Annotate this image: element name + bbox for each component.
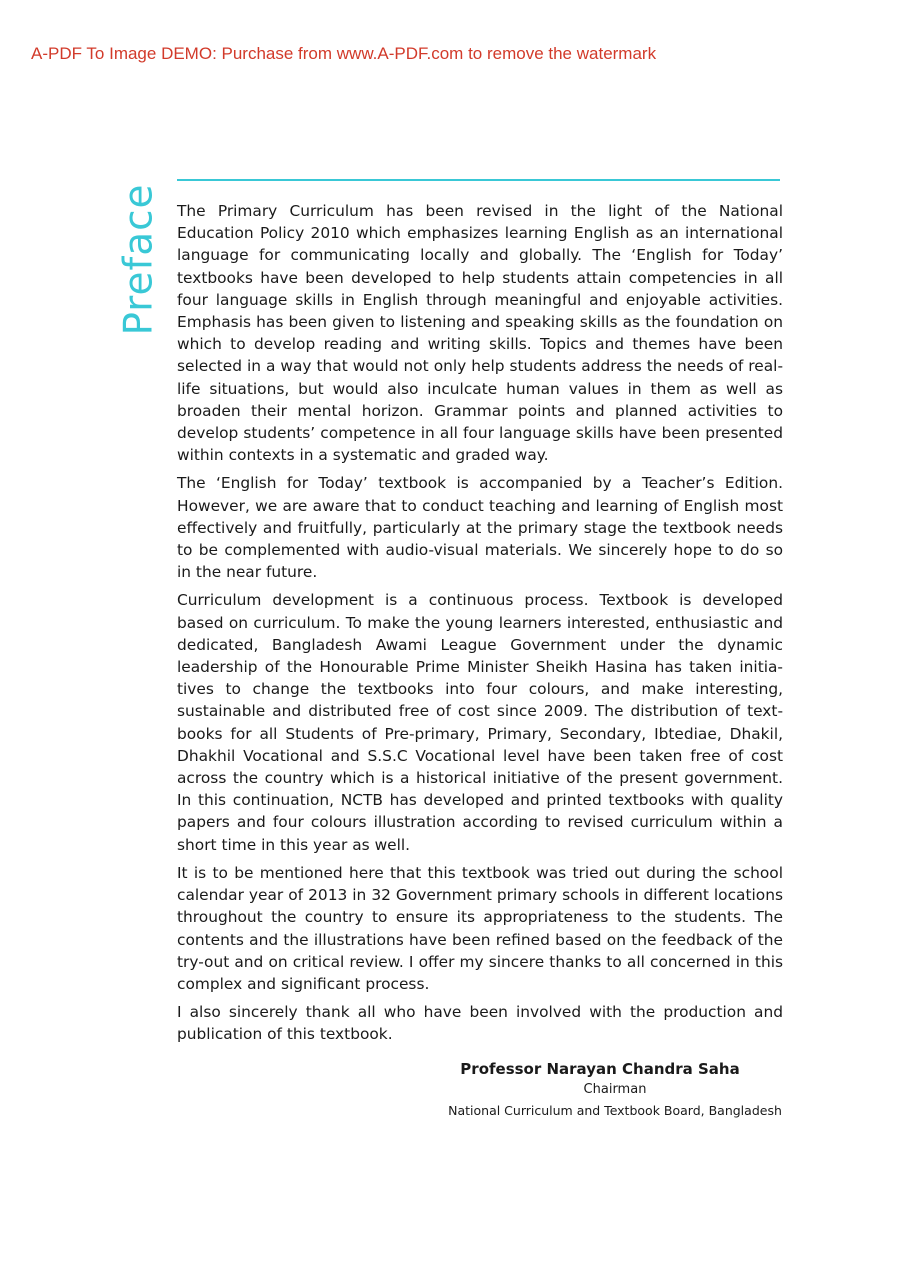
watermark-text: A-PDF To Image DEMO: Purchase from www.A-PDF.com to remove the watermark <box>31 44 657 63</box>
preface-body <box>177 200 783 1052</box>
paragraph-3: Curriculum development is a continuous process. Textbook is developed based on curriculum. To make the young learners interested, enthusiastic and dedicated, Bangladesh Awami League Government under the dynamic leadership of the Honourable Prime Minister Sheikh Hasina has taken initia-tives to change the textbooks into four colours, and make interesting, sustainable and distributed free of cost since 2009. The distribution of text-books for all Students of Pre-primary, Primary, Secondary, Ibtediae, Dhakil, Dhakhil Vocational and S.S.C Vocational level have been taken free of cost across the country which is a historical initiative of the present government. In this continuation, NCTB has developed and printed textbooks with quality papers and four colours illustration according to revised curriculum within a short time in this year as well. <box>177 591 783 854</box>
paragraph-2: The ‘English for Today’ textbook is accompanied by a Teacher’s Edition. However, we are aware that to conduct teaching and learning of English most effectively and fruitfully, particularly at the primary stage the textbook needs to be complemented with audio-visual materials. We sincerely hope to do so in the near future. <box>177 474 783 582</box>
signature-block <box>440 1058 790 1122</box>
section-title <box>118 184 160 334</box>
paragraph-4: It is to be mentioned here that this textbook was tried out during the school calendar year of 2013 in 32 Government primary schools in different locations throughout the country to ensure its appropriateness to the students. The contents and the illustrations have been refined based on the feedback of the try-out and on critical review. I offer my sincere thanks to all concerned in this complex and significant process. <box>177 863 783 993</box>
signatory-organization: National Curriculum and Textbook Board, Bangladesh <box>448 1103 782 1118</box>
accent-divider <box>177 179 780 181</box>
signatory-role: Chairman <box>583 1082 647 1097</box>
paragraph-1: The Primary Curriculum has been revised in the light of the National Education Policy 2010 which emphasizes learning English as an international language for communicating locally and globally. The ‘English for Today’ textbooks have been developed to help students attain competencies in all four language skills in English through meaningful and enjoyable activities. Emphasis has been given to listening and speaking skills as the foundation on which to develop reading and writing skills. Topics and themes have been selected in a way that would not only help students address the needs of real-life situations, but would also inculcate human values in them as well as broaden their mental horizon. Grammar points and planned activities to develop students’ competence in all four language skills have been presented within contexts in a systematic and graded way. <box>177 202 783 465</box>
signatory-name: Professor Narayan Chandra Saha <box>460 1060 740 1078</box>
paragraph-5: I also sincerely thank all who have been involved with the production and publication of this textbook. <box>177 1003 783 1044</box>
section-title-text: Preface <box>116 182 162 336</box>
